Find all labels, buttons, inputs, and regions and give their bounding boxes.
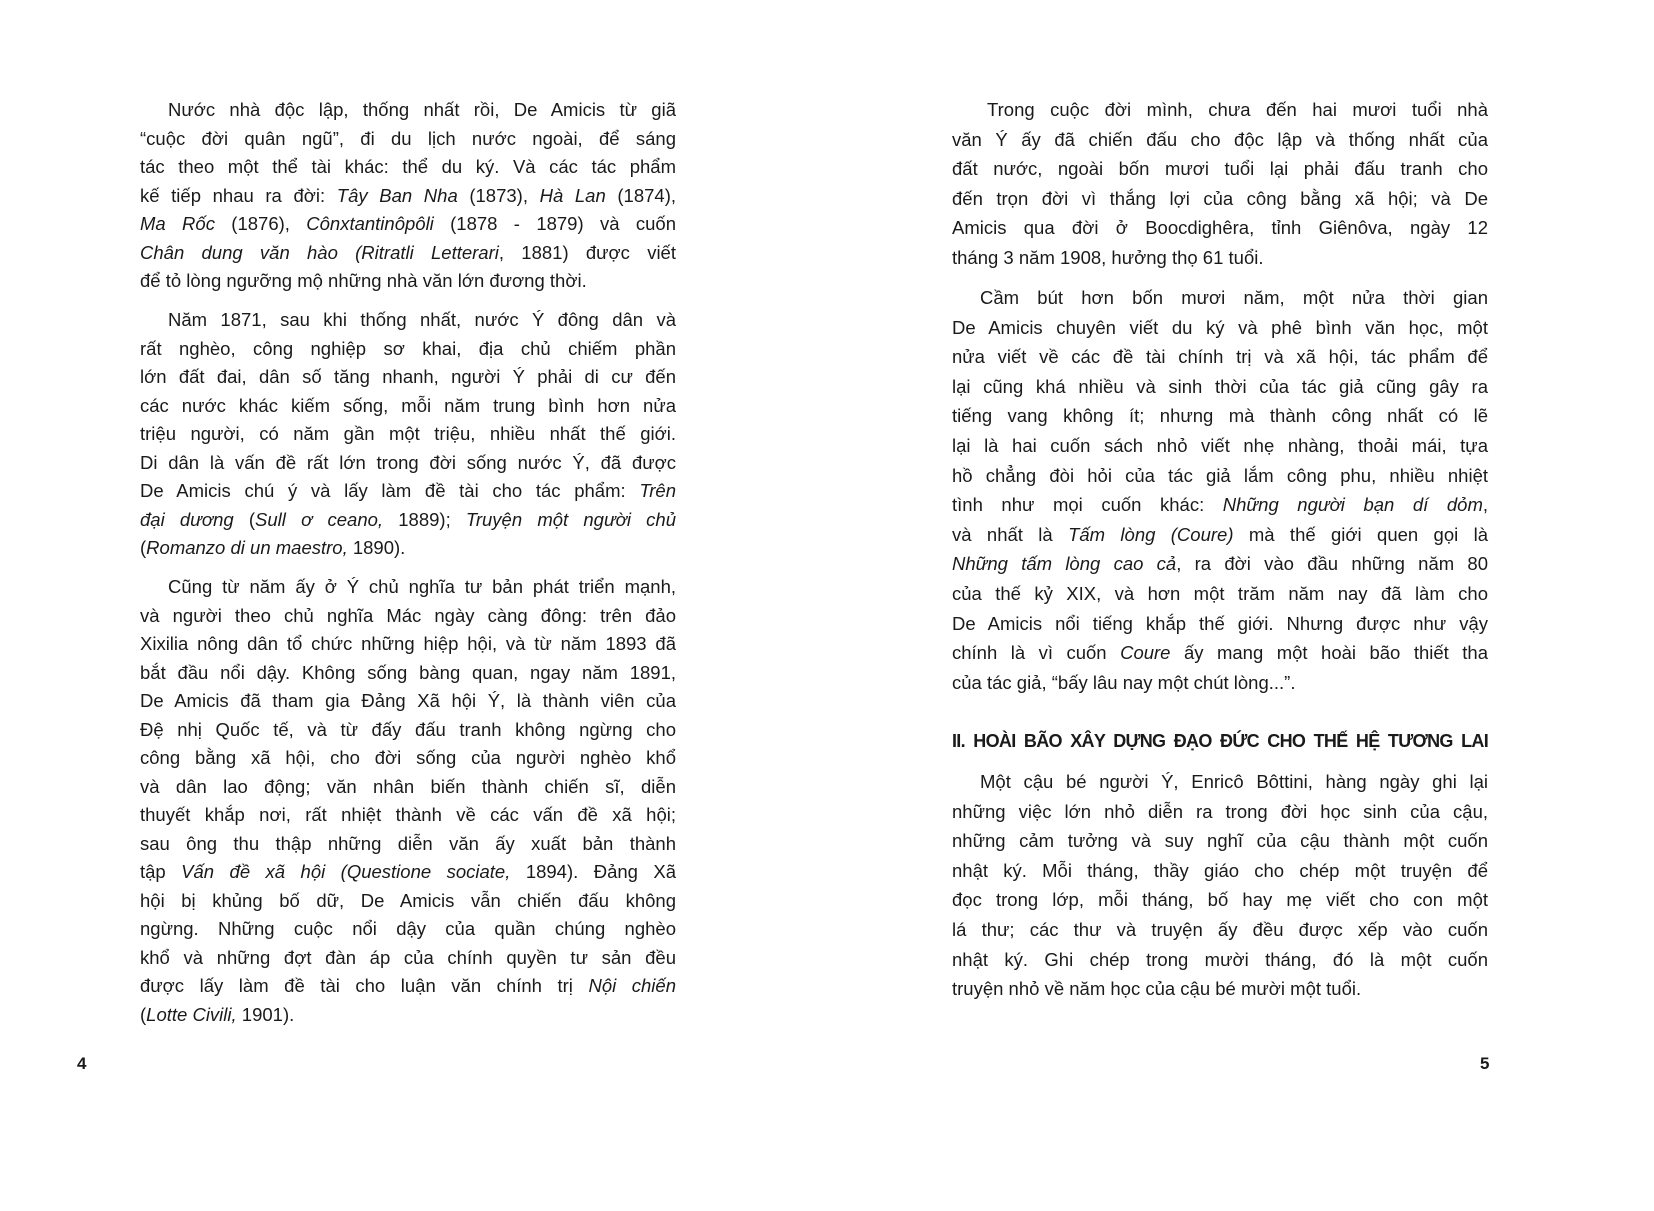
text-line [952, 520, 1488, 550]
text-segment: ( [140, 537, 147, 558]
text-segment: De Amicis chuyên viết du ký và phê bình văn học, một [952, 316, 1488, 338]
text-segment: ( [233, 508, 256, 530]
text-segment: , ra đời vào đầu những năm 80 [1176, 553, 1488, 575]
text-line [952, 342, 1488, 372]
text-line [952, 974, 1488, 1004]
text-segment: sau ông thu thập những diễn văn ấy xuất bản thành [140, 832, 676, 854]
text-line [952, 945, 1488, 975]
text-line [140, 630, 676, 659]
italic-title: Những tấm lòng cao cả [952, 553, 1177, 575]
italic-title: Hà Lan [539, 184, 606, 206]
text-line [140, 915, 676, 944]
text-line [140, 335, 676, 364]
text-line [140, 602, 676, 631]
text-segment: của thế kỷ XIX, và hơn một trăm năm nay đã làm cho [952, 582, 1488, 604]
italic-title: Romanzo di un maestro, [146, 537, 348, 558]
text-segment: 1890). [347, 537, 406, 558]
text-line [140, 744, 676, 773]
text-line [140, 267, 676, 296]
text-line [140, 944, 676, 973]
text-line [952, 283, 1488, 313]
text-line [952, 797, 1488, 827]
text-line [140, 534, 676, 563]
text-segment: tác theo một thể tài khác: thể du ký. Và các tác phẩm [140, 156, 676, 177]
paragraph [140, 96, 676, 296]
text-segment: đến trọn đời vì thắng lợi của công bằng xã hội; và De [952, 187, 1488, 209]
text-segment: Đệ nhị Quốc tế, và từ đấy đấu tranh không ngừng cho [140, 718, 676, 740]
text-segment: những cảm tưởng và suy nghĩ của cậu thành một cuốn [952, 830, 1488, 852]
text-line [952, 668, 1488, 698]
text-segment: ( [140, 1003, 147, 1025]
text-line [140, 392, 676, 421]
italic-title: Nội chiến [588, 975, 676, 996]
text-line [952, 579, 1488, 609]
text-segment: rất nghèo, công nghiệp sơ khai, địa chủ chiếm phần [140, 337, 676, 359]
section-heading: II. HOÀI BÃO XÂY DỰNG ĐẠO ĐỨC CHO THẾ HỆ TƯƠNG LAI [952, 731, 1488, 751]
text-segment: 1889); [383, 508, 466, 530]
text-segment: mà thế giới quen gọi là [1233, 523, 1489, 545]
text-segment: thuyết khắp nơi, rất nhiệt thành về các vấn đề xã hội; [140, 804, 676, 825]
text-segment: hồ chẳng đòi hỏi của tác giả lắm công phu, nhiều nhiệt [952, 464, 1488, 486]
paragraph [140, 573, 676, 1029]
text-line [952, 609, 1488, 639]
paragraph [952, 95, 1488, 273]
text-line [952, 490, 1488, 520]
text-line [952, 243, 1488, 273]
text-line [140, 506, 676, 535]
text-line [952, 826, 1488, 856]
page-number-left: 4 [77, 1054, 87, 1073]
paragraph [952, 767, 1488, 1004]
text-segment: ấy mang một hoài bão thiết tha [1170, 642, 1488, 664]
text-line [140, 659, 676, 688]
text-segment: “cuộc đời quân ngũ”, đi du lịch nước ngoài, để sáng [140, 127, 676, 149]
text-segment: đọc trong lớp, mỗi tháng, bố hay mẹ viết cho con một [952, 889, 1488, 911]
text-line [140, 687, 676, 716]
paragraph [140, 306, 676, 563]
text-line [140, 306, 676, 335]
text-segment: và nhất là [952, 523, 1069, 545]
italic-title: Tây Ban Nha [336, 184, 458, 206]
italic-title: Coure [1120, 642, 1171, 664]
text-segment: (1874), [605, 184, 677, 206]
text-line [952, 431, 1488, 461]
text-segment: lớn đất đai, dân số tăng nhanh, người Ý phải di cư đến [140, 366, 676, 387]
text-segment: (1878 - 1879) và cuốn [433, 213, 676, 234]
italic-title: Cônxtantinôpôli [306, 213, 434, 234]
text-line [952, 461, 1488, 491]
text-line [140, 153, 676, 182]
text-segment: (1876), [214, 213, 307, 234]
text-line [140, 96, 676, 125]
text-line [140, 363, 676, 392]
text-segment: lại là hai cuốn sách nhỏ viết nhẹ nhàng, thoải mái, tựa [952, 434, 1488, 456]
text-line [140, 573, 676, 602]
text-line [952, 313, 1488, 343]
text-segment: De Amicis đã tham gia Đảng Xã hội Ý, là thành viên của [140, 690, 676, 711]
text-segment: tập [140, 861, 182, 882]
text-line [140, 420, 676, 449]
text-segment: Một cậu bé người Ý, Enricô Bôttini, hàng ngày ghi lại [980, 771, 1488, 792]
text-line [140, 773, 676, 802]
italic-title: Chân dung văn hào (Ritratli Letterari [140, 241, 499, 263]
text-line [952, 856, 1488, 886]
italic-title: Tấm lòng (Coure) [1068, 523, 1234, 545]
text-line [952, 213, 1488, 243]
text-line [140, 125, 676, 154]
text-segment: kế tiếp nhau ra đời: [140, 184, 337, 206]
text-line [140, 972, 676, 1001]
text-segment: 1901). [236, 1003, 295, 1025]
text-segment: bắt đầu nổi dậy. Không sống bàng quan, ngay năm 1891, [140, 661, 676, 683]
text-segment: (1873), [457, 184, 540, 206]
italic-title: Ma Rốc [140, 213, 215, 234]
text-segment: ngừng. Những cuộc nổi dậy của quần chúng nghèo [140, 918, 676, 939]
text-line [140, 801, 676, 830]
text-segment: và người theo chủ nghĩa Mác ngày càng đông: trên đảo [140, 604, 676, 626]
text-segment: Cũng từ năm ấy ở Ý chủ nghĩa tư bản phát triển mạnh, [168, 576, 676, 597]
italic-title: Truyện một người chủ [465, 508, 677, 530]
text-segment: tiếng vang không ít; nhưng mà thành công nhất có lẽ [952, 405, 1488, 427]
text-segment: và dân lao động; văn nhân biến thành chiến sĩ, diễn [140, 775, 676, 797]
text-line [140, 182, 676, 211]
text-segment: Trong cuộc đời mình, chưa đến hai mươi tuổi nhà [987, 99, 1488, 120]
text-segment: , 1881) được viết [498, 241, 676, 263]
text-line [140, 716, 676, 745]
text-line [952, 184, 1488, 214]
text-line [140, 830, 676, 859]
text-segment: của tác giả, “bấy lâu nay một chút lòng...”. [952, 671, 1296, 693]
text-line [952, 95, 1488, 125]
text-segment: De Amicis nổi tiếng khắp thế giới. Nhưng được như vậy [952, 612, 1488, 634]
text-line [952, 767, 1488, 797]
italic-title: Trên [639, 480, 676, 501]
page-number-right: 5 [1480, 1054, 1490, 1073]
text-line [952, 372, 1488, 402]
text-segment: tháng 3 năm 1908, hưởng thọ 61 tuổi. [952, 246, 1264, 268]
text-line [952, 915, 1488, 945]
text-segment: 1894). Đảng Xã [510, 861, 677, 882]
text-segment: để tỏ lòng ngưỡng mộ những nhà văn lớn đương thời. [140, 270, 587, 291]
text-segment: Di dân là vấn đề rất lớn trong đời sống nước Ý, đã được [140, 451, 676, 473]
text-segment: nửa viết về các đề tài chính trị và xã hội, tác phẩm để [952, 346, 1488, 368]
text-line [952, 638, 1488, 668]
text-segment: khổ và những đợt đàn áp của chính quyền tư sản đều [140, 946, 676, 968]
text-segment: đất nước, ngoài bốn mươi tuổi lại phải đấu tranh cho [952, 158, 1488, 180]
text-segment: các nước khác kiếm sống, mỗi năm trung bình hơn nửa [140, 394, 676, 416]
text-segment: truyện nhỏ về năm học của cậu bé mười một tuổi. [952, 978, 1362, 1000]
text-line [140, 210, 676, 239]
text-segment: được lấy làm đề tài cho luận văn chính trị [140, 975, 589, 996]
paragraph [952, 283, 1488, 697]
text-segment: Năm 1871, sau khi thống nhất, nước Ý đông dân và [168, 309, 676, 330]
text-line [952, 401, 1488, 431]
text-line [140, 887, 676, 916]
text-segment: lại cũng khá nhiều và sinh thời của tác giả cũng gây ra [952, 375, 1488, 397]
text-line [140, 449, 676, 478]
text-segment: nhật ký. Ghi chép trong mười tháng, đó là một cuốn [952, 948, 1488, 970]
text-line [140, 477, 676, 506]
text-segment: Amicis qua đời ở Boocdighêra, tỉnh Giênôva, ngày 12 [952, 217, 1488, 239]
text-segment: , [1482, 494, 1488, 516]
text-line [952, 549, 1488, 579]
text-segment: những việc lớn nhỏ diễn ra trong đời học sinh của cậu, [952, 800, 1488, 822]
text-line [140, 1001, 676, 1030]
text-segment: lá thư; các thư và truyện ấy đều được xếp vào cuốn [952, 918, 1488, 940]
text-segment: công bằng xã hội, cho đời sống của người nghèo khổ [140, 747, 676, 768]
italic-title: Lotte Civili, [146, 1003, 237, 1025]
text-line [952, 125, 1488, 155]
text-segment: Nước nhà độc lập, thống nhất rồi, De Amicis từ giã [168, 99, 676, 120]
text-segment: Cầm bút hơn bốn mươi năm, một nửa thời gian [980, 287, 1488, 308]
italic-title: đại dương [140, 508, 234, 530]
text-segment: hội bị khủng bố dữ, De Amicis vẫn chiến đấu không [140, 889, 676, 911]
text-line [952, 154, 1488, 184]
text-segment: De Amicis chú ý và lấy làm đề tài cho tác phẩm: [140, 480, 640, 501]
italic-title: Sull ơ ceano, [255, 508, 384, 530]
text-segment: triệu người, có năm gần một triệu, nhiều nhất thế giới. [140, 423, 676, 444]
text-segment: văn Ý ấy đã chiến đấu cho độc lập và thống nhất của [952, 128, 1488, 150]
italic-title: Những người bạn dí dỏm [1222, 494, 1483, 516]
text-segment: tình như mọi cuốn khác: [952, 494, 1223, 516]
text-line [140, 239, 676, 268]
text-line [140, 858, 676, 887]
italic-title: Vấn đề xã hội (Questione sociate, [181, 861, 511, 882]
text-segment: Xixilia nông dân tổ chức những hiệp hội, và từ năm 1893 đã [140, 633, 676, 654]
text-segment: nhật ký. Mỗi tháng, thầy giáo cho chép một truyện để [952, 859, 1488, 881]
text-line [952, 885, 1488, 915]
text-segment: chính là vì cuốn [952, 642, 1121, 664]
